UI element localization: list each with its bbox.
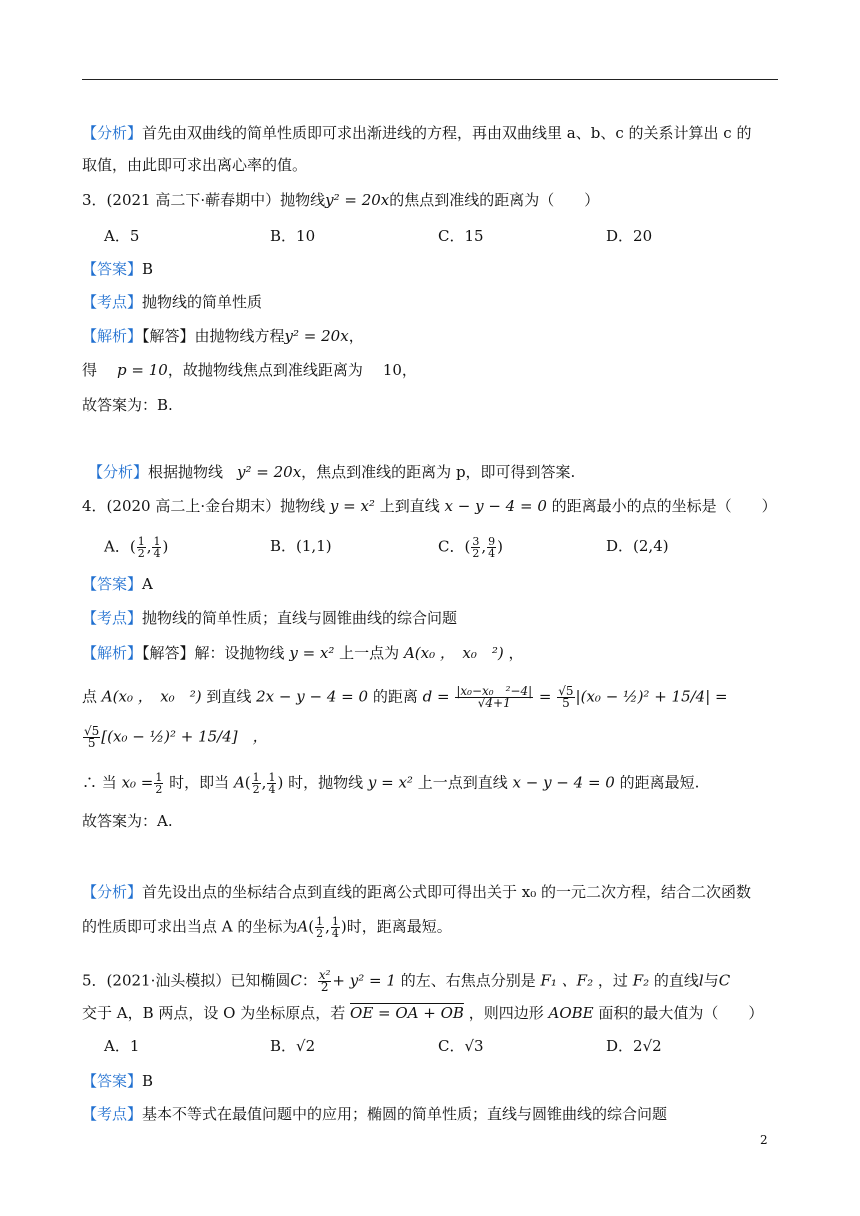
q3-stem: 3．(2021 高二下·蕲春期中）抛物线y² = 20x的焦点到准线的距离为（ ） xyxy=(82,191,600,209)
q4-analysis-2: 的性质即可求出当点 A 的坐标为A( $\frac{1}{2}$ , $\frac{1}{4}$ )时，距离最短。 xyxy=(82,915,452,940)
page-number: 2 xyxy=(760,1133,768,1147)
q3-answer: 【答案】B xyxy=(82,260,154,278)
q4-solution-3: $\frac{√5}{5}$ [(x₀ − ½)² + 15/4] ， xyxy=(84,724,268,750)
q4-analysis-1: 【分析】首先设出点的坐标结合点到直线的距离公式即可得出关于 x₀ 的一元二次方程，结合二次函数 xyxy=(82,883,752,901)
q5-stem-1: 5．(2021·汕头模拟）已知椭圆C： $\frac{\text{x²}}{2}$ + y² = 1 的左、右焦点分别是 F₁ 、F₂ ，过 F₂ 的直线l与C xyxy=(82,968,731,994)
top-analysis-line2: 取值，由此即可求出离心率的值。 xyxy=(82,156,308,174)
q3-option-b: B．10 xyxy=(270,227,316,245)
q4-option-b: B．(1,1) xyxy=(270,537,332,555)
q3-solution-2: 得 p = 10，故抛物线焦点到准线距离为 10， xyxy=(82,361,417,379)
q4-solution-4: ∴ 当 x₀ = $\frac{1}{2}$ 时，即当 A( $\frac{1}{2}$ , $\frac{1}{4}$ ) 时，抛物线 y = x² 上一点到直线 x − y − 4 = 0 的距离最短. xyxy=(82,771,700,796)
q5-point: 【考点】基本不等式在最值问题中的应用；椭圆的简单性质；直线与圆锥曲线的综合问题 xyxy=(82,1105,668,1123)
q4-option-a: A．( $\frac{1}{2}$ , $\frac{1}{4}$ ) xyxy=(104,535,169,560)
q4-answer: 【答案】A xyxy=(82,575,153,593)
q5-option-b: B．√2 xyxy=(270,1037,316,1055)
q4-solution-1: 【解析】【解答】解：设抛物线 y = x² 上一点为 A(x₀ ， x₀ ²) ， xyxy=(82,644,524,662)
q3-option-a: A．5 xyxy=(104,227,140,245)
q4-stem: 4．(2020 高二上·金台期末）抛物线 y = x² 上到直线 x − y − 4 = 0 的距离最小的点的坐标是（ ） xyxy=(82,497,777,515)
q3-solution-1: 【解析】【解答】由抛物线方程y² = 20x， xyxy=(82,327,364,345)
q5-option-d: D．2√2 xyxy=(606,1037,662,1055)
q5-answer: 【答案】B xyxy=(82,1072,154,1090)
q3-analysis: 【分析】根据抛物线 y² = 20x，焦点到准线的距离为 p，即可得到答案. xyxy=(88,463,576,481)
q3-solution-3: 故答案为：B. xyxy=(82,396,173,414)
q3-point: 【考点】抛物线的简单性质 xyxy=(82,293,263,311)
q4-option-c: C．( $\frac{3}{2}$ , $\frac{9}{4}$ ) xyxy=(438,535,503,560)
q5-option-a: A．1 xyxy=(104,1037,140,1055)
q4-option-d: D．(2,4) xyxy=(606,537,669,555)
q3-option-d: D．20 xyxy=(606,227,653,245)
q3-option-c: C．15 xyxy=(438,227,484,245)
top-analysis-line1: 【分析】首先由双曲线的简单性质即可求出渐进线的方程，再由双曲线里 a、b、c 的关系计算出 c 的 xyxy=(82,124,752,142)
q4-solution-5: 故答案为：A. xyxy=(82,812,173,830)
q4-solution-2: 点 A(x₀ ， x₀ ²) 到直线 2x − y − 4 = 0 的距离 d = $\frac{\text{|x₀−x₀ ²−4|}}{√4+1}$ = $\frac{√5}{5}$ |(x₀ − ½)² + 15/4| = xyxy=(82,684,728,710)
q5-option-c: C．√3 xyxy=(438,1037,484,1055)
q5-stem-2: 交于 A，B 两点，设 O 为坐标原点，若 OE = OA + OB ，则四边形 AOBE 面积的最大值为（ ） xyxy=(82,1004,764,1022)
q4-point: 【考点】抛物线的简单性质；直线与圆锥曲线的综合问题 xyxy=(82,609,458,627)
header-rule xyxy=(82,79,778,80)
